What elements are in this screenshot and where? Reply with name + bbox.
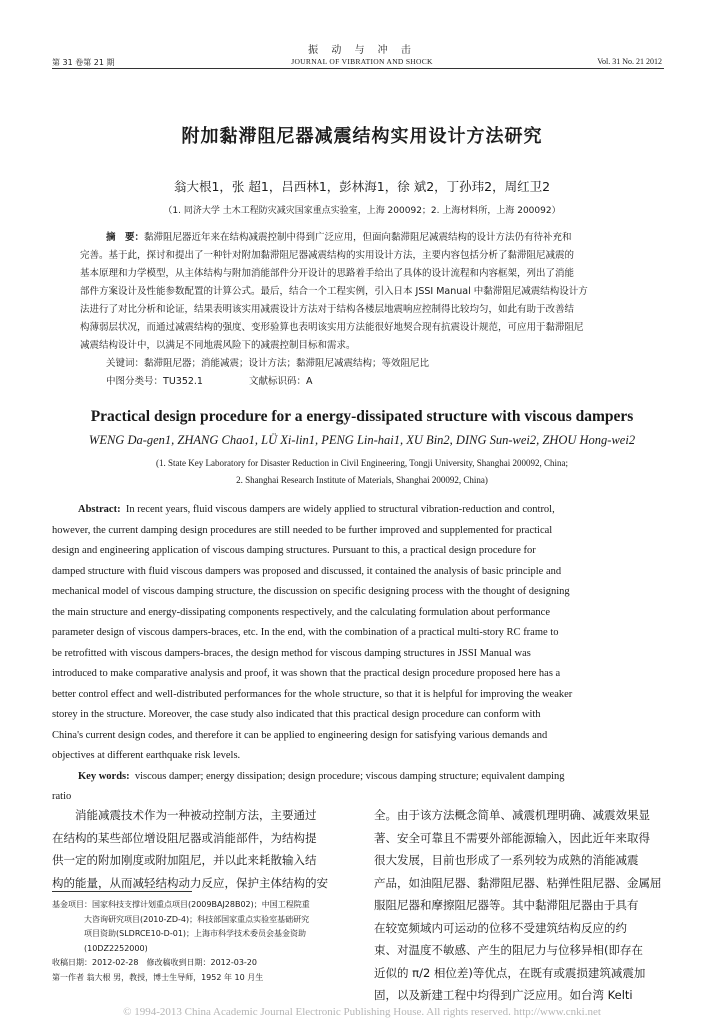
header-volume-zh: 第 31 卷第 21 期 [52,58,115,67]
keywords-zh: 关键词：黏滞阻尼器；消能减震；设计方法；黏滞阻尼减震结构；等效阻尼比 [106,358,430,369]
abstract-en-line: however, the current damping design procedures are still needed to be further improved and supplemented for practical [52,524,553,536]
abstract-en-line: mechanical model of viscous damping structure, the discussion on specific designing process with the thought of designing [52,586,570,597]
affiliation-en-1: (1. State Key Laboratory for Disaster Reduction in Civil Engineering, Tongji University, Shanghai 200092, China; [155,458,569,468]
authors-en: WENG Da-gen1, ZHANG Chao1, LÜ Xi-lin1, PENG Lin-hai1, XU Bin2, DING Sun-wei2, ZHOU Hong-wei2 [88,433,636,447]
body-line: 构的能量，从而减轻结构动力反应，保护主体结构的安 [52,875,328,890]
abstract-en-line: China's current design codes, and therefore it can be applied to engineering design for satisfying various demands and [52,729,548,741]
authors-zh: 翁大根1，张 超1，吕西林1，彭林海1，徐 斌2，丁孙玮2，周红卫2 [173,179,551,194]
footnote-line: (10DZ2252000) [52,943,148,953]
abstract-en-line: the main structure and energy-dissipating components respectively, and the calculating formulation about performance [52,606,551,618]
body-line: 近似的 π/2 相位差)等优点，在既有或震损建筑减震加 [374,965,646,980]
footnote-line: 第一作者 翁大根 男，教授，博士生导师，1952 年 10 月生 [52,972,264,982]
keywords-en: Key words: viscous damper; energy dissipation; design procedure; viscous damping structure; equivalent damping [78,770,565,782]
body-line: 产品，如油阻尼器、黏滞阻尼器、粘弹性阻尼器、金属屈 [374,875,662,890]
body-line: 在结构的某些部位增设阻尼器或消能部件，为结构提 [52,830,317,845]
cnki-watermark: © 1994-2013 China Academic Journal Electronic Publishing House. All rights reserved. http://www.cnki.net [123,1006,601,1018]
header-journal-en: JOURNAL OF VIBRATION AND SHOCK [291,57,433,66]
abstract-en-line: Abstract: In recent years, fluid viscous dampers are widely applied to structural vibration-reduction and control, [78,504,555,515]
header-volume-en: Vol. 31 No. 21 2012 [597,57,662,66]
abstract-zh-line: 部件方案设计及性能参数配置的计算公式。最后，结合一个工程实例，引入日本 JSSI Manual 中黏滞阻尼减震结构设计方 [80,286,588,297]
abstract-zh-line: 基本原理和力学模型，从主体结构与附加消能部件分开设计的思路着手给出了具体的设计流程和内容框架，列出了消能 [80,268,575,279]
header-rule [52,68,664,69]
abstract-en-line: storey in the structure. Moreover, the case study also indicated that this practical design procedure can conform with [52,709,541,720]
abstract-en-line: parameter design of viscous dampers-braces, etc. In the end, with the combination of a practical multi-story RC frame to [52,627,559,638]
footnote-line: 收稿日期：2012-02-28 修改稿收到日期：2012-03-20 [52,958,257,967]
abstract-zh-line: 减震结构设计中，以满足不同地震风险下的减震控制目标和需求。 [80,340,356,351]
clc-line: 中图分类号：TU352.1 文献标识码：A [106,376,313,387]
abstract-en-line: be retrofitted with viscous dampers-braces, the design method for viscous damping structures in JSSI Manual was [52,647,531,659]
body-line: 很大发展，目前也形成了一系列较为成熟的消能减震 [374,853,639,867]
body-line: 消能减震技术作为一种被动控制方法，主要通过 [52,808,317,822]
abstract-zh-line: 完善。基于此，探讨和提出了一种针对附加黏滞阻尼器减震结构的实用设计方法，主要内容包括分析了黏滞阻尼减震的 [80,250,575,261]
keywords-en-label: Key words: [78,770,130,782]
footnote-line: 项目资助(SLDRCE10-D-01)；上海市科学技术委员会基金资助 [52,929,307,938]
abstract-en-line: design and engineering application of viscous damping structures. Pursuant to this, a practical design procedure for [52,545,536,556]
abstract-en-line: introduced to make comparative analysis and proof, it was shown that the practical design procedure proposed here has a [52,668,561,679]
paper-title-en: Practical design procedure for a energy-dissipated structure with viscous dampers [90,408,634,425]
body-line: 固，以及新建工程中均得到广泛应用。如台湾 Kelti [374,988,633,1002]
body-right-column [374,804,674,1007]
affiliation-en-2: 2. Shanghai Research Institute of Materials, Shanghai 200092, China) [236,475,488,485]
body-line: 服阻尼器和摩擦阻尼器等。其中黏滞阻尼器由于具有 [374,898,639,912]
body-line: 供一定的附加刚度或附加阻尼，并以此来耗散输入结 [52,853,317,867]
abstract-en-line: objectives at different earthquake risk levels. [52,750,241,761]
body-left-column [52,804,354,894]
keywords-zh-label: 关键词： [106,358,145,369]
abstract-en [52,500,672,808]
footnote-line: 基金项目：国家科技支撑计划重点项目(2009BAJ28B02)；中国工程院重 [52,900,310,909]
abstract-en-line: damped structure with fluid viscous dampers was proposed and discussed, it contained the analysis of basic principle and [52,565,562,577]
footnote-rule [52,891,192,892]
journal-name: 振 动 与 冲 击 [308,45,416,56]
affiliation-zh: （1. 同济大学 土木工程防灾减灾国家重点实验室，上海 200092；2. 上海材料所，上海 200092） [163,206,561,216]
abstract-zh-line: 摘 要：黏滞阻尼器近年来在结构减震控制中得到广泛应用，但面向黏滞阻尼减震结构的设计方法仍有待补充和 [106,232,572,243]
body-line: 束、对温度不敏感、产生的阻尼力与位移异相(即存在 [374,943,643,957]
clc-label: 中图分类号： [106,376,164,387]
body-line: 全。由于该方法概念简单、减震机理明确、减震效果显 [374,808,650,822]
paper-title-zh: 附加黏滞阻尼器减震结构实用设计方法研究 [181,126,543,147]
keywords-en-line: ratio [52,791,72,802]
footnotes [52,898,357,985]
doc-code-label: 文献标识码： [248,376,306,387]
abstract-en-label: Abstract: [78,504,121,515]
abstract-zh-line: 法进行了对比分析和论证，结果表明该实用减震设计方法对于结构各楼层地震响应控制得比较均匀，如此有助于改善结 [80,304,575,315]
abstract-zh-line: 构薄弱层状况，而通过减震结构的强度、变形验算也表明该实用方法能很好地契合现有抗震设计规范，可应用于黏滞阻尼 [80,322,584,333]
body-line: 著、安全可靠且不需要外部能源输入，因此近年来取得 [374,830,650,845]
abstract-en-line: better control effect and well-distributed performances for the whole structure, so that it is helpful for improving the weaker [52,688,573,700]
footnote-line: 大咨询研究项目(2010-ZD-4)；科技部国家重点实验室基础研究 [52,914,310,924]
abstract-zh [80,229,650,391]
abstract-zh-label: 摘 要： [106,232,145,243]
body-line: 在较宽频域内可运动的位移不受建筑结构反应的约 [374,920,627,935]
